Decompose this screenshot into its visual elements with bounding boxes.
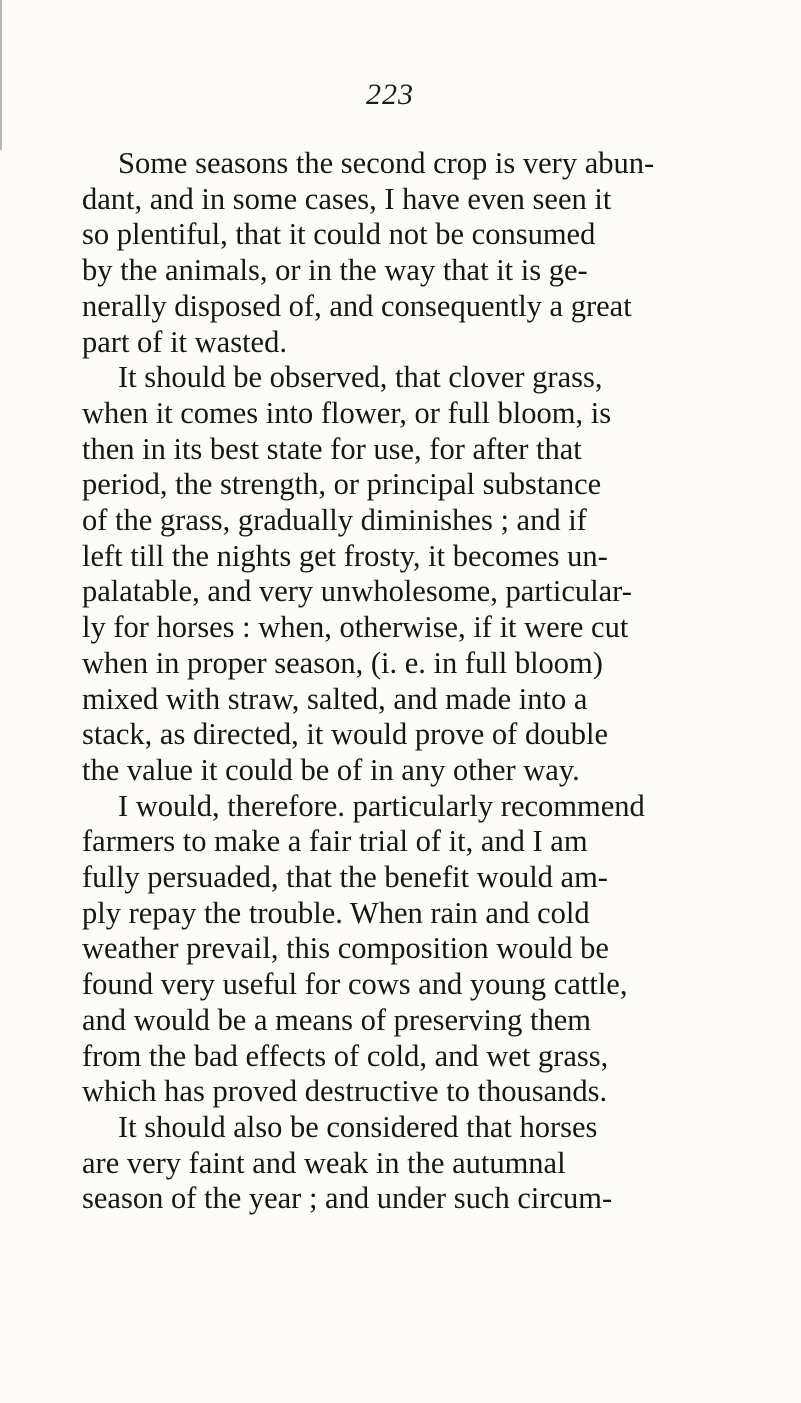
text-line: of the grass, gradually diminishes ; and if <box>82 503 587 538</box>
text-line: left till the nights get frosty, it becomes un- <box>82 538 608 573</box>
text-line: which has proved destructive to thousands. <box>82 1074 608 1109</box>
text-line: when it comes into flower, or full bloom, is <box>82 395 612 430</box>
text-line: then in its best state for use, for after that <box>82 431 582 466</box>
text-line: are very faint and weak in the autumnal <box>82 1145 566 1180</box>
text-line: and would be a means of preserving them <box>82 1002 592 1037</box>
text-line: It should also be considered that horses <box>118 1109 598 1144</box>
text-line: mixed with straw, salted, and made into a <box>82 681 588 716</box>
text-line: Some seasons the second crop is very abun- <box>118 146 655 180</box>
text-line: palatable, and very unwholesome, particular- <box>82 574 632 609</box>
text-line: when in proper season, (i. e. in full bloom) <box>82 645 603 680</box>
text-line: so plentiful, that it could not be consumed <box>82 217 596 252</box>
text-line: ply repay the trouble. When rain and cold <box>82 895 590 930</box>
text-line: It should be observed, that clover grass, <box>118 360 603 395</box>
text-line: season of the year ; and under such circum- <box>82 1181 613 1216</box>
text-line: I would, therefore. particularly recommend <box>118 788 645 823</box>
text-line: from the bad effects of cold, and wet grass, <box>82 1038 609 1073</box>
text-line: weather prevail, this composition would be <box>82 931 609 966</box>
body-text <box>82 146 792 1217</box>
text-line: nerally disposed of, and consequently a great <box>82 288 632 323</box>
text-line: farmers to make a fair trial of it, and I am <box>82 824 588 859</box>
text-line: the value it could be of in any other way. <box>82 752 580 787</box>
text-line: part of it wasted. <box>82 324 287 359</box>
page-edge <box>0 0 10 150</box>
text-line: by the animals, or in the way that it is ge- <box>82 253 588 288</box>
text-line: dant, and in some cases, I have even seen it <box>82 181 612 216</box>
text-line: fully persuaded, that the benefit would am- <box>82 860 608 895</box>
text-line: ly for horses : when, otherwise, if it were cut <box>82 610 629 645</box>
text-line: period, the strength, or principal substance <box>82 467 602 502</box>
text-line: stack, as directed, it would prove of double <box>82 717 608 752</box>
page-number: 223 <box>366 78 414 111</box>
text-line: found very useful for cows and young cattle, <box>82 967 628 1002</box>
